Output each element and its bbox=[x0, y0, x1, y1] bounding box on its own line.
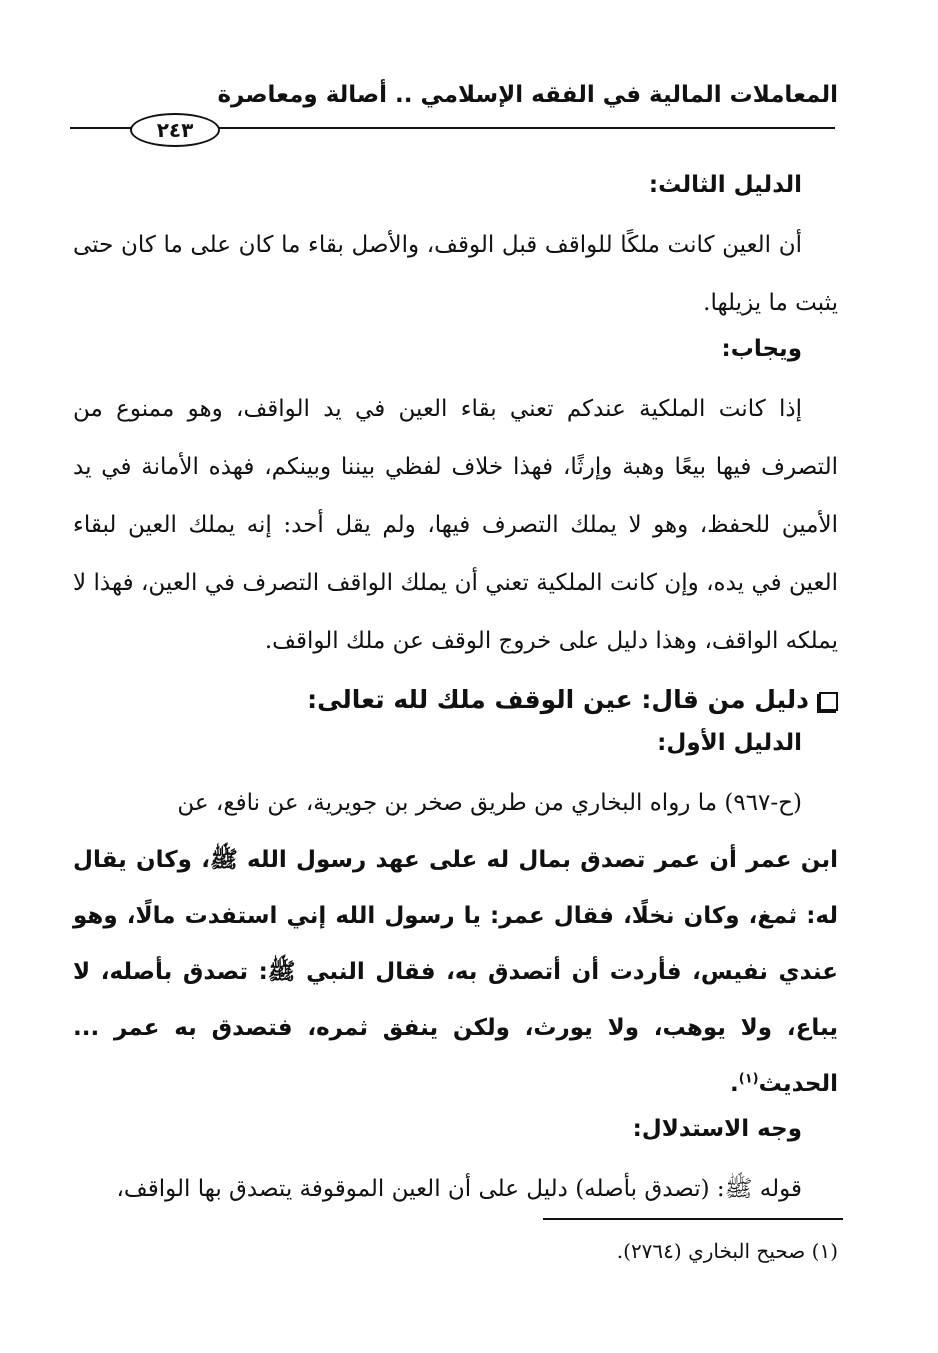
paragraph-answer: إذا كانت الملكية عندكم تعني بقاء العين في يد الواقف، وهو ممنوع من التصرف فيها بيعًا وهبة وإرثًا، فهذا خلاف لفظي بيننا وبينكم، فهذه الأمانة في يد الأمين للحفظ، وهو لا يملك التصرف فيها، ولم يقل أحد: إنه يملك العين لبقاء العين في يده، وإن كانت الملكية تعني أن يملك الواقف التصرف في العين، فهذا لا يملكه الواقف، وهذا دليل على خروج الوقف عن ملك الواقف. bbox=[73, 396, 838, 654]
section-title-text: دليل من قال: عين الوقف ملك لله تعالى: bbox=[307, 685, 809, 714]
footnote: (١) صحيح البخاري (٢٧٦٤). bbox=[616, 1239, 838, 1263]
paragraph-hadith-intro: (ح-٩٦٧) ما رواه البخاري من طريق صخر بن جويرية، عن نافع، عن bbox=[177, 790, 802, 816]
paragraph-inference: قوله ﷺ: (تصدق بأصله) دليل على أن العين الموقوفة يتصدق بها الواقف، bbox=[116, 1176, 802, 1202]
main-text bbox=[73, 168, 838, 1218]
heading-answer: ويجاب: bbox=[721, 336, 802, 362]
footnote-rule bbox=[543, 1218, 843, 1220]
hadith-text: ابن عمر أن عمر تصدق بمال له على عهد رسول الله ﷺ، وكان يقال له: ثمغ، وكان نخلًا، فقال عمر: يا رسول الله إني استفدت مالًا، وهو عندي نفيس، فأردت أن أتصدق به، فقال النبي ﷺ: تصدق بأصله، لا يباع، ولا يوهب، ولا يورث، ولكن ينفق ثمره، فتصدق به عمر ... الحديث bbox=[73, 847, 838, 1097]
square-bullet-icon bbox=[819, 692, 838, 711]
paragraph-hadith-text: ابن عمر أن عمر تصدق بمال له على عهد رسول الله ﷺ، وكان يقال له: ثمغ، وكان نخلًا، فقال عمر: يا رسول الله إني استفدت مالًا، وهو عندي نفيس، فأردت أن أتصدق به، فقال النبي ﷺ: تصدق بأصله، لا يباع، ولا يوهب، ولا يورث، ولكن ينفق ثمره، فتصدق به عمر ... الحديث$^{(١)}$. bbox=[73, 847, 838, 1097]
running-title: المعاملات المالية في الفقه الإسلامي .. أصالة ومعاصرة bbox=[217, 82, 838, 108]
heading-third-proof: الدليل الثالث: bbox=[648, 172, 802, 198]
footnote-reference: (١) bbox=[738, 1071, 759, 1087]
page-number: ٢٤٣ bbox=[130, 113, 220, 147]
heading-first-proof: الدليل الأول: bbox=[657, 730, 802, 756]
paragraph-third-proof: أن العين كانت ملكًا للواقف قبل الوقف، والأصل بقاء ما كان على ما كان حتى يثبت ما يزيلها. bbox=[73, 232, 838, 316]
heading-inference: وجه الاستدلال: bbox=[632, 1116, 802, 1142]
section-title bbox=[73, 680, 838, 720]
